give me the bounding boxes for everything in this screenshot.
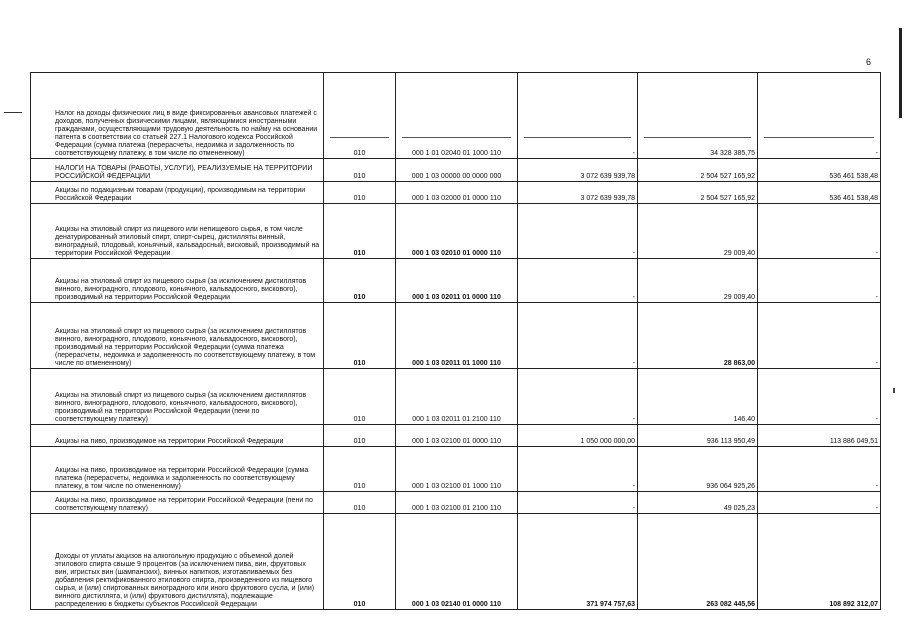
row-description: Акцизы на этиловый спирт из пищевого сырья (за исключением дистиллятов винного, виноградного, плодового, коньячного, кальвадосного, вискового), производимый на территории Российской Федерации (сумма платежа (перерасчеты, недоимка и задолженность по соответствующему платежу, в том числе по отмененному) — [31, 303, 324, 369]
row-approved-amount: - — [518, 492, 638, 514]
row-approved-amount: - — [518, 369, 638, 425]
table-row — [31, 204, 881, 259]
row-budget-code: 000 1 03 02000 01 0000 110 — [396, 182, 518, 204]
row-description: Акцизы на пиво, производимое на территории Российской Федерации — [31, 425, 324, 447]
row-unexecuted-amount: 108 892 312,07 — [758, 514, 881, 610]
row-executed-amount: 29 009,40 — [638, 259, 758, 303]
row-unexecuted-amount: 113 886 049,51 — [758, 425, 881, 447]
row-executed-amount: 2 504 527 165,92 — [638, 159, 758, 182]
scan-mark-left — [4, 112, 22, 113]
row-unexecuted-amount: - — [758, 303, 881, 369]
row-executed-amount: 936 113 950,49 — [638, 425, 758, 447]
row-approved-amount: - — [518, 204, 638, 259]
table-row — [31, 447, 881, 492]
row-budget-code: 000 1 03 02100 01 0000 110 — [396, 425, 518, 447]
row-unexecuted-amount: 536 461 538,48 — [758, 182, 881, 204]
row-line-code: 010 — [324, 369, 396, 425]
table-row — [31, 182, 881, 204]
row-line-code: 010 — [324, 492, 396, 514]
row-executed-amount: 146,40 — [638, 369, 758, 425]
table-row — [31, 425, 881, 447]
row-line-code: 010 — [324, 514, 396, 610]
row-description: Налог на доходы физических лиц в виде фиксированных авансовых платежей с доходов, полученных физическими лицами, являющимися иностранными гражданами, осуществляющими трудовую деятельность по найму на основании патента в соответствии со статьей 227.1 Налогового кодекса Российской Федерации (сумма платежа (перерасчеты, недоимка и задолженность по соответствующему платежу, в том числе по отмененному) — [31, 73, 324, 159]
row-description: Акцизы на этиловый спирт из пищевого или непищевого сырья, в том числе денатурированный этиловый спирт, спирт-сырец, дистилляты винный, виноградный, плодовый, коньячный, кальвадосный, висковый, производимый на территории Российской Федерации — [31, 204, 324, 259]
row-executed-amount: 263 082 445,56 — [638, 514, 758, 610]
row-approved-amount: 371 974 757,63 — [518, 514, 638, 610]
row-executed-amount: 49 025,23 — [638, 492, 758, 514]
row-description: Акцизы на этиловый спирт из пищевого сырья (за исключением дистиллятов винного, виноградного, плодового, коньячного, кальвадосного, вискового), производимый на территории Российской Федерации (пени по соответствующему платежу) — [31, 369, 324, 425]
row-description: НАЛОГИ НА ТОВАРЫ (РАБОТЫ, УСЛУГИ), РЕАЛИЗУЕМЫЕ НА ТЕРРИТОРИИ РОССИЙСКОЙ ФЕДЕРАЦИИ — [31, 159, 324, 182]
row-unexecuted-amount: - — [758, 369, 881, 425]
row-executed-amount: 29 009,40 — [638, 204, 758, 259]
row-executed-amount: 936 064 925,26 — [638, 447, 758, 492]
row-unexecuted-amount: - — [758, 73, 881, 159]
row-budget-code: 000 1 03 02100 01 1000 110 — [396, 447, 518, 492]
row-executed-amount: 28 863,00 — [638, 303, 758, 369]
row-line-code: 010 — [324, 159, 396, 182]
table-row — [31, 259, 881, 303]
row-executed-amount: 2 504 527 165,92 — [638, 182, 758, 204]
row-budget-code: 000 1 03 02011 01 2100 110 — [396, 369, 518, 425]
row-budget-code: 000 1 01 02040 01 1000 110 — [396, 73, 518, 159]
table-row — [31, 159, 881, 182]
scan-edge-right — [899, 28, 902, 118]
row-description: Акцизы на этиловый спирт из пищевого сырья (за исключением дистиллятов винного, виноградного, плодового, коньячного, кальвадосного, вискового), производимый на территории Российской Федерации — [31, 259, 324, 303]
row-budget-code: 000 1 03 00000 00 0000 000 — [396, 159, 518, 182]
row-approved-amount: - — [518, 447, 638, 492]
row-approved-amount: 3 072 639 939,78 — [518, 159, 638, 182]
row-approved-amount: - — [518, 259, 638, 303]
row-line-code: 010 — [324, 182, 396, 204]
row-approved-amount: 3 072 639 939,78 — [518, 182, 638, 204]
row-budget-code: 000 1 03 02140 01 0000 110 — [396, 514, 518, 610]
row-approved-amount: 1 050 000 000,00 — [518, 425, 638, 447]
row-line-code: 010 — [324, 73, 396, 159]
row-budget-code: 000 1 03 02100 01 2100 110 — [396, 492, 518, 514]
table-row — [31, 514, 881, 610]
row-description: Акцизы по подакцизным товарам (продукции), производимым на территории Российской Федерации — [31, 182, 324, 204]
row-budget-code: 000 1 03 02011 01 1000 110 — [396, 303, 518, 369]
row-approved-amount: - — [518, 73, 638, 159]
row-line-code: 010 — [324, 303, 396, 369]
scan-mark-right — [893, 388, 895, 393]
table-row — [31, 303, 881, 369]
row-executed-amount: 34 328 385,75 — [638, 73, 758, 159]
table-row — [31, 73, 881, 159]
row-line-code: 010 — [324, 204, 396, 259]
row-description: Акцизы на пиво, производимое на территории Российской Федерации (сумма платежа (перерасчеты, недоимка и задолженность по соответствующему платежу, в том числе по отмененному) — [31, 447, 324, 492]
row-unexecuted-amount: - — [758, 492, 881, 514]
row-budget-code: 000 1 03 02011 01 0000 110 — [396, 259, 518, 303]
row-description: Акцизы на пиво, производимое на территории Российской Федерации (пени по соответствующему платежу) — [31, 492, 324, 514]
row-unexecuted-amount: - — [758, 204, 881, 259]
row-budget-code: 000 1 03 02010 01 0000 110 — [396, 204, 518, 259]
row-approved-amount: - — [518, 303, 638, 369]
table-row — [31, 492, 881, 514]
table-row — [31, 369, 881, 425]
income-report-table — [30, 72, 881, 610]
row-unexecuted-amount: - — [758, 447, 881, 492]
row-line-code: 010 — [324, 447, 396, 492]
row-unexecuted-amount: 536 461 538,48 — [758, 159, 881, 182]
page-number: 6 — [866, 57, 872, 67]
row-line-code: 010 — [324, 259, 396, 303]
row-description: Доходы от уплаты акцизов на алкогольную продукцию с объемной долей этилового спирта свыше 9 процентов (за исключением пива, вин, фруктовых вин, игристых вин (шампанских), винных напитков, изготавливаемых без добавления ректификованного этилового спирта, произведенного из пищевого сырья, и (или) спиртованных виноградного или иного фруктового сусла, и (или) винного дистиллята, и (или) фруктового дистиллята), подлежащие распределению в бюджеты субъектов Российской Федерации — [31, 514, 324, 610]
row-line-code: 010 — [324, 425, 396, 447]
row-unexecuted-amount: - — [758, 259, 881, 303]
